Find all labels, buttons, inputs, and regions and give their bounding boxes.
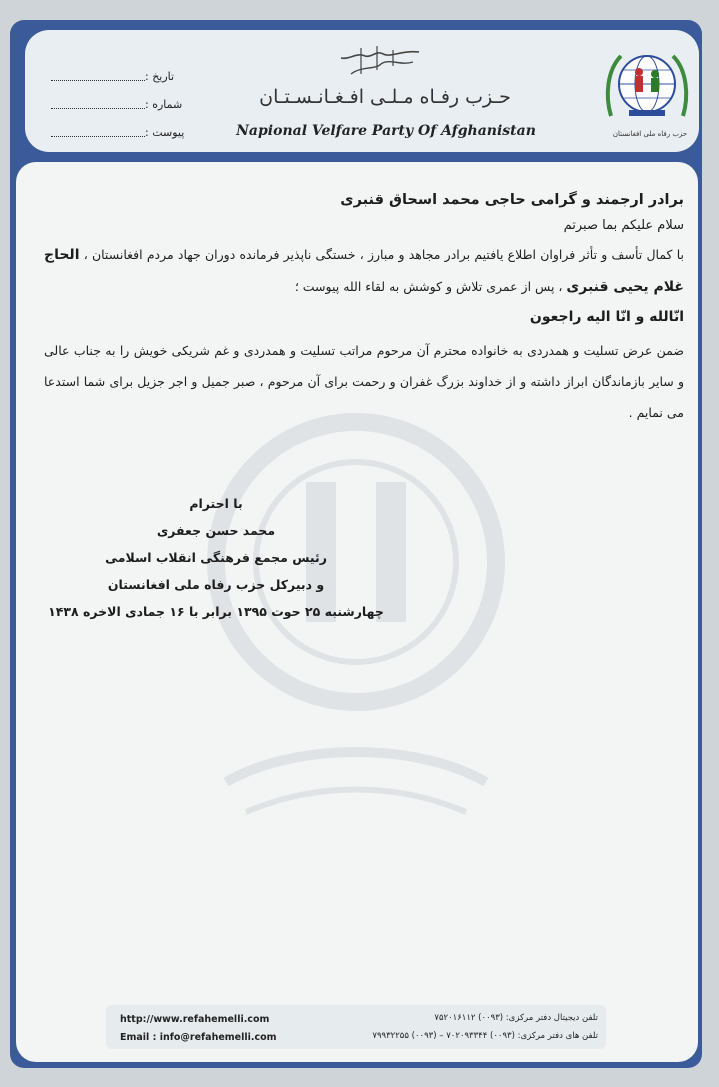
letterhead-frame [10, 20, 702, 1068]
salutation: برادر ارجمند و گرامی حاجی محمد اسحاق قنبری [340, 192, 684, 208]
website-link[interactable]: http://www.refahemelli.com [120, 1014, 270, 1025]
attachment-label: پیوست : [145, 125, 185, 139]
watermark-logo [196, 362, 516, 922]
letter-body [16, 162, 698, 1062]
party-name-persian: حـزب رفـاه مـلـی افـغـانـسـتـان [259, 86, 511, 108]
deceased-name: الحاج غلام یحیی قنبری [44, 247, 684, 295]
letter-text [44, 192, 684, 428]
party-logo-icon [601, 46, 693, 126]
letterhead-header [25, 30, 699, 152]
phone-office: تلفن های دفتر مرکزی: (۰۰۹۳) ۷۰۲۰۹۳۳۴۴ – (۰۰۹۳) ۷۹۹۳۲۲۵۵ [372, 1031, 598, 1041]
signer-name: محمد حسن جعفری [156, 523, 276, 538]
date-label: تاریخ : [145, 69, 175, 83]
greeting: سلام علیکم بما صبرتم [563, 218, 684, 233]
reference-fields [47, 62, 187, 146]
date-field [47, 62, 187, 90]
attachment-field [47, 118, 187, 146]
paragraph-2: ضمن عرض تسلیت و همدردی به خانواده محترم آن مرحوم مراتب تسلیت و همدردی و غم شریکی خویش را به جناب عالی و سایر بازماندگان ابراز داشته و از خداوند بزرگ غفران و رحمت برای آن مرحوم ، صبر جمیل و اجر جزیل برای شما استدعا می نمایم . [44, 343, 684, 420]
email-link[interactable]: Email : info@refahemelli.com [120, 1032, 277, 1043]
footer-contacts-phone [338, 1009, 598, 1045]
bismillah-calligraphy [331, 44, 423, 84]
number-field [47, 90, 187, 118]
signer-title-1: رئیس مجمع فرهنگی انقلاب اسلامی [105, 550, 327, 565]
party-name-english: Napional Velfare Party Of Afghanistan [236, 123, 536, 139]
logo-caption: حزب رفاه ملی افغانستان [612, 130, 688, 138]
phone-digital: تلفن دیجیتال دفتر مرکزی: (۰۰۹۳) ۷۵۲۰۱۶۱۱۲ [434, 1013, 598, 1023]
letterhead-footer [106, 1005, 606, 1049]
quran-verse: انّالله و انّا الیه راجعون [529, 309, 684, 325]
paragraph-1: با کمال تأسف و تأثر فراوان اطلاع یافتیم برادر مجاهد و مبارز ، خستگی ناپذیر فرمانده دوران جهاد مردم افغانستان ، الحاج غلام یحیی قنبری ، پس از عمری تلاش و کوشش به لقاء الله پیوست ؛ [44, 247, 684, 295]
closing: با احترام [189, 496, 243, 511]
footer-contacts-web [120, 1011, 277, 1047]
letter-date: چهارشنبه ۲۵ حوت ۱۳۹۵ برابر با ۱۶ جمادی الاخره ۱۴۳۸ [48, 604, 384, 619]
signature-block [46, 490, 386, 625]
number-label: شماره : [145, 97, 183, 111]
signer-title-2: و دبیرکل حزب رفاه ملی افغانستان [107, 577, 325, 592]
